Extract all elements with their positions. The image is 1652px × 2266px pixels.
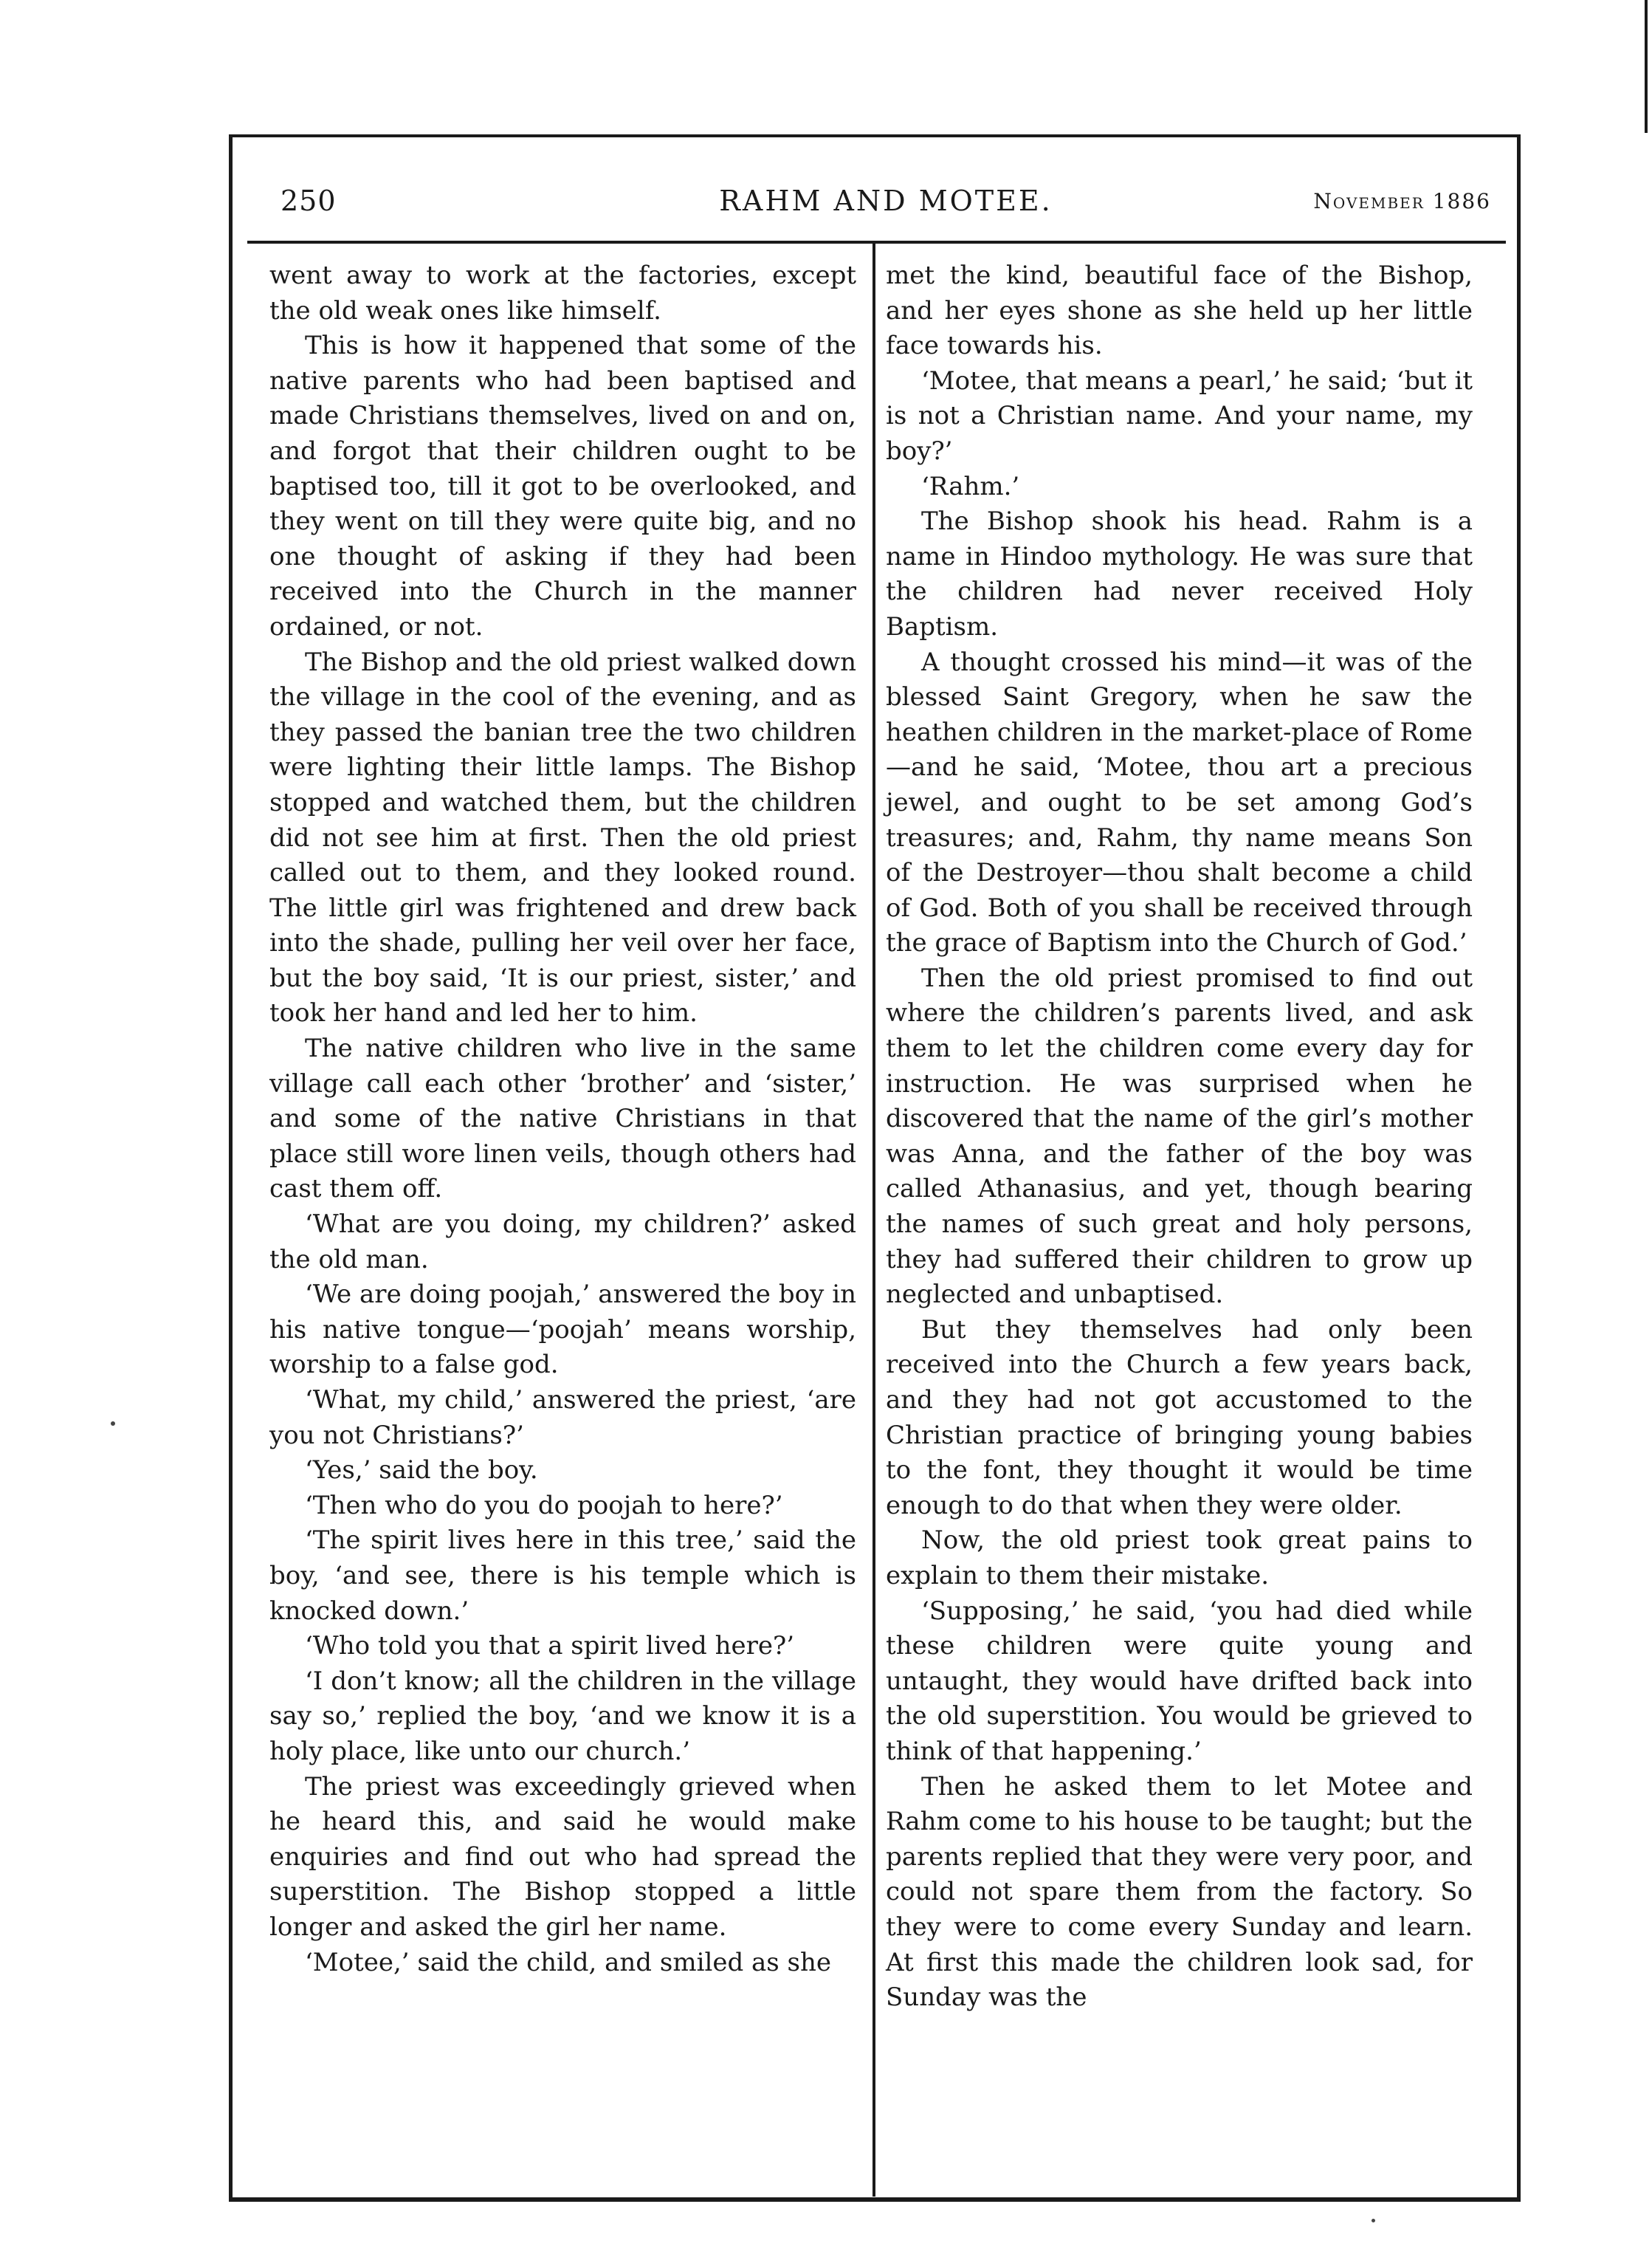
paragraph: ‘I don’t know; all the children in the village say so,’ replied the boy, ‘and we know it is a holy place, like unto our church.’ bbox=[269, 1666, 856, 1766]
paragraph: ‘Motee, that means a pearl,’ he said; ‘but it is not a Christian name. And your name, my boy?’ bbox=[886, 365, 1473, 466]
paragraph: ‘What, my child,’ answered the priest, ‘are you not Christians?’ bbox=[269, 1385, 856, 1450]
paragraph: The Bishop and the old priest walked down the village in the cool of the evening, and as they passed the banian tree the two children were lighting their little lamps. The Bishop stopped and watched them, but the children did not see him at first. Then the old priest called out to them, and they looked round. The little girl was frightened and drew back into the shade, pulling her veil over her face, but the boy said, ‘It is our priest, sister,’ and took her hand and led her to him. bbox=[269, 647, 856, 1029]
paragraph: The Bishop shook his head. Rahm is a name in Hindoo mythology. He was sure that the children had never received Holy Baptism. bbox=[886, 507, 1473, 642]
issue-date: November 1886 bbox=[1313, 189, 1491, 213]
page-header bbox=[281, 185, 1491, 236]
paragraph: Then the old priest promised to find out where the children’s parents lived, and ask them to let the children come every day for instruction. He was surprised when he discovered that the name of the girl’s mother was Anna, and the father of the boy was called Athanasius, and yet, though bearing the names of such great and holy persons, they had suffered their children to grow up neglected and unbaptised. bbox=[886, 963, 1473, 1310]
paragraph: ‘What are you doing, my children?’ asked the old man. bbox=[269, 1209, 856, 1274]
left-column bbox=[269, 258, 856, 1980]
header-rule bbox=[247, 241, 1506, 244]
paragraph: ‘Then who do you do poojah to here?’ bbox=[305, 1490, 783, 1520]
paragraph: This is how it happened that some of the native parents who had been baptised and made Christians themselves, lived on and on, and forgot that their children ought to be baptised too, till it got to be overlooked, and they went on till they were quite big, and no one thought of asking if they had been received into the Church in the manner ordained, or not. bbox=[269, 331, 856, 642]
page-number: 250 bbox=[281, 185, 337, 217]
paragraph: Now, the old priest took great pains to explain to them their mistake. bbox=[886, 1525, 1473, 1590]
right-margin-mark bbox=[1645, 0, 1648, 133]
paragraph: ‘The spirit lives here in this tree,’ said the boy, ‘and see, there is his temple which is knocked down.’ bbox=[269, 1525, 856, 1626]
paragraph: The native children who live in the same village call each other ‘brother’ and ‘sister,’ and some of the native Christians in that place still wore linen veils, though others had cast them off. bbox=[269, 1034, 856, 1204]
paragraph: ‘We are doing poojah,’ answered the boy in his native tongue—‘poojah’ means worship, worship to a false god. bbox=[269, 1280, 856, 1380]
paragraph: ‘Who told you that a spirit lived here?’ bbox=[305, 1631, 795, 1661]
paragraph: ‘Rahm.’ bbox=[921, 471, 1020, 501]
paragraph: A thought crossed his mind—it was of the blessed Saint Gregory, when he saw the heathen children in the market-place of Rome—and he said, ‘Motee, thou art a precious jewel, and ought to be set among God’s treasures; and, Rahm, thy name means Son of the Destroyer—thou shalt become a child of God. Both of you shall be received through the grace of Baptism into the Church of God.’ bbox=[886, 647, 1473, 958]
paragraph: But they themselves had only been received into the Church a few years back, and they had not got accustomed to the Christian practice of bringing young babies to the font, they thought it would be time enough to do that when they were older. bbox=[886, 1314, 1473, 1520]
paragraph: ‘Yes,’ said the boy. bbox=[305, 1455, 538, 1486]
paragraph: went away to work at the factories, except the old weak ones like himself. bbox=[269, 261, 856, 326]
column-divider bbox=[873, 244, 875, 2197]
paragraph: ‘Motee,’ said the child, and smiled as she bbox=[305, 1947, 832, 1977]
paragraph: Then he asked them to let Motee and Rahm come to his house to be taught; but the parents replied that they were very poor, and could not spare them from the factory. So they were to come every Sunday and learn. At first this made the children look sad, for Sunday was the bbox=[886, 1771, 1473, 2013]
page-speck bbox=[111, 1421, 115, 1426]
paragraph: met the kind, beautiful face of the Bishop, and her eyes shone as she held up her little face towards his. bbox=[886, 261, 1473, 361]
page-speck bbox=[1371, 2219, 1375, 2222]
paragraph: The priest was exceedingly grieved when he heard this, and said he would make enquiries and find out who had spread the superstition. The Bishop stopped a little longer and asked the girl her name. bbox=[269, 1771, 856, 1942]
right-column bbox=[886, 258, 1473, 2016]
paragraph: ‘Supposing,’ he said, ‘you had died while these children were quite young and untaught, they would have drifted back into the old superstition. You would be grieved to think of that happening.’ bbox=[886, 1596, 1473, 1766]
running-title: RAHM AND MOTEE. bbox=[719, 185, 1053, 217]
